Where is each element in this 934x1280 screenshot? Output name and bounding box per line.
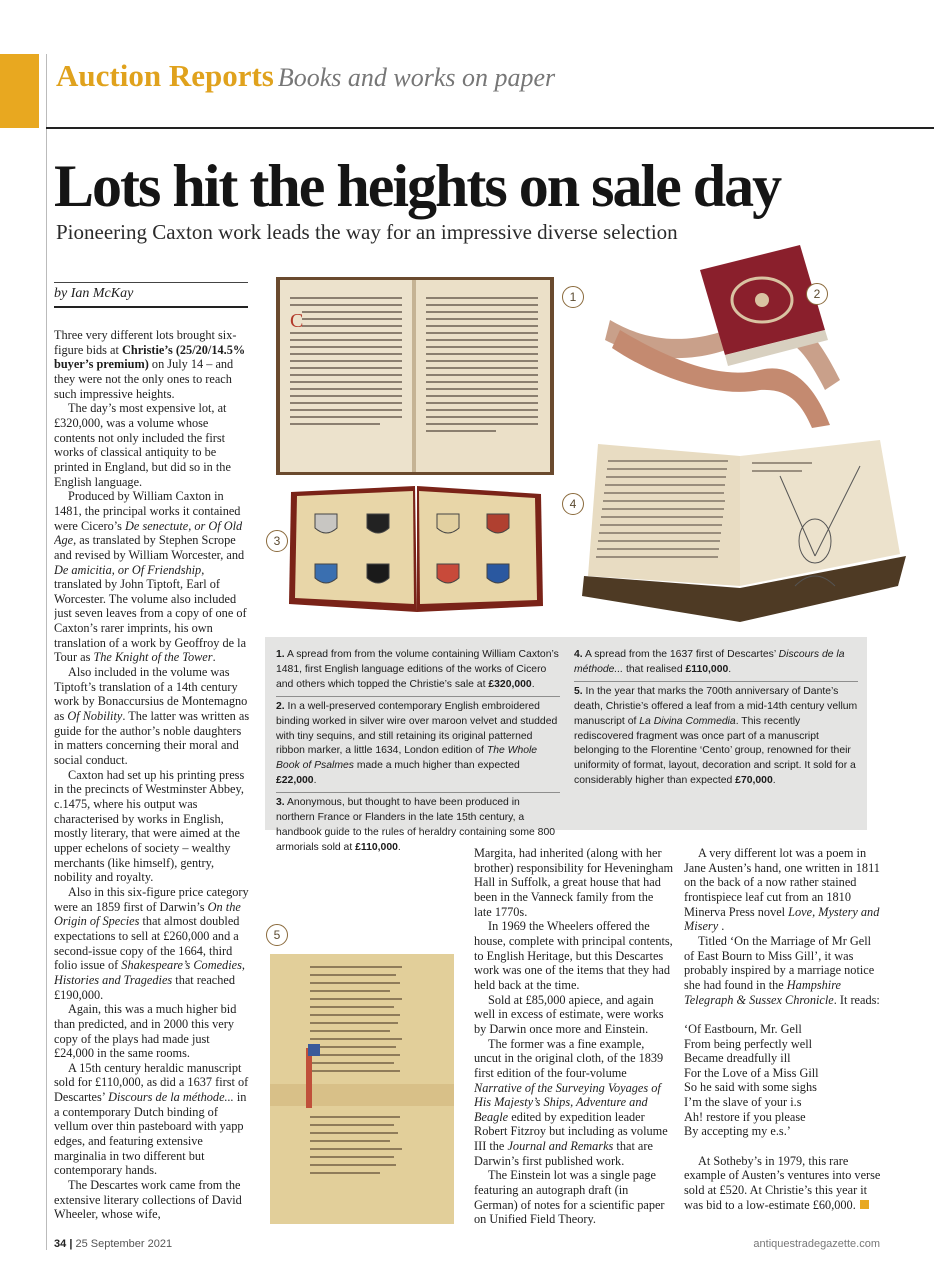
caption-3: 3. Anonymous, but thought to have been produced in northern France or Flanders in the late 15th century, a handbook guide to the rules of heraldry containing some 800 armorials sold at £110,000.	[276, 792, 560, 859]
headline: Lots hit the heights on sale day	[54, 153, 781, 219]
paragraph: Also in this six-figure price category were an 1859 first of Darwin’s On the Origin of Species that almost doubled expectations to sell at £260,000 and a second-issue copy of the 1664, third folio issue of Shakespeare’s Comedies, Histories and Tragedies that reached £190,000.	[54, 884, 249, 1002]
paragraph: Sold at £85,000 apiece, and again well in excess of estimate, were works by Darwin once more and Einstein.	[474, 992, 664, 1036]
page-number: 34	[54, 1238, 67, 1250]
article-column-2	[474, 846, 674, 1234]
poem-line: Became dreadfully ill	[684, 1051, 791, 1066]
caption-column-left	[276, 645, 560, 859]
standfirst: Pioneering Caxton work leads the way for an impressive diverse selection	[56, 220, 678, 244]
paragraph: The former was a fine example, uncut in the original cloth, of the 1839 first edition of the four-volume Narrative of the Surveying Voyages of His Majesty’s Ships, Adventure and Beagle edited by expedition leader Robert Fitzroy but including as volume III the Journal and Remarks that are Darwin’s first published work.	[474, 1036, 668, 1168]
paragraph: Also included in the volume was Tiptoft’s translation of a 14th century work by Bonaccursius de Montemagno as Of Nobility. The latter was written as guide for the author’s noble daughters in matters concerning their moral and social conduct.	[54, 665, 250, 768]
paragraph: At Sotheby’s in 1979, this rare example of Austen’s ventures into verse sold at £520. At Christie’s this year it was bid to a low-estimate £60,000.	[684, 1153, 881, 1212]
caption-5: 5. In the year that marks the 700th anniversary of Dante’s death, Christie’s offered a leaf from a mid-14th century vellum manuscript of La Divina Commedia. This recently rediscovered fragment was once part of a manuscript belonging to the Florentine ‘Cento’ group, renowned for their uniformity of format, layout, decoration and script. It sold for a considerably higher than expected £70,000.	[574, 681, 858, 792]
caption-4: 4. A spread from the 1637 first of Descartes’ Discours de la méthode... that realised £110,000.	[574, 649, 845, 675]
margin-rule	[46, 54, 47, 1250]
byline-rule-top	[54, 282, 248, 283]
paragraph: Titled ‘On the Marriage of Mr Gell of East Bourn to Miss Gill’, it was probably inspired by a marriage notice she had found in the Hampshire Telegraph & Sussex Chronicle. It reads:	[684, 933, 880, 1007]
dante-manuscript-photo	[270, 954, 454, 1224]
article-column-1	[54, 328, 252, 1232]
byline: by Ian McKay	[54, 286, 134, 301]
paragraph: The Descartes work came from the extensive literary collections of David Wheeler, whose wife,	[54, 1178, 242, 1222]
footer-separator: |	[69, 1238, 73, 1250]
descartes-book-photo	[580, 436, 910, 624]
issue-date: 25 September 2021	[75, 1238, 173, 1250]
byline-rule-bottom	[54, 306, 248, 308]
svg-text:C: C	[290, 310, 304, 332]
poem-line: ‘Of Eastbourn, Mr. Gell	[684, 1021, 802, 1036]
poem-line: By accepting my e.s.’	[684, 1124, 791, 1139]
paragraph: The day’s most expensive lot, at £320,000, was a volume whose contents not only included the first works of classical antiquity to be printed in England, but did so in the English language.	[54, 401, 231, 489]
paragraph: Caxton had set up his printing press in the precincts of Westminster Abbey, c.1475, where his output was characterised by works in English, mostly literary, that were aimed at the upper echelons of society – wealthy merchants (like himself), gentry, nobility and royalty.	[54, 767, 245, 885]
article-column-3	[684, 846, 884, 1234]
caxton-book-photo	[276, 277, 554, 475]
footer-page-info	[54, 1238, 172, 1250]
paragraph: In 1969 the Wheelers offered the house, complete with principal contents, to English Heritage, but this Descartes work was one of the items that they had held back at the time.	[474, 919, 673, 992]
callout-5: 5	[266, 924, 288, 946]
footer-website: antiquestradegazette.com	[753, 1238, 880, 1250]
caption-2: 2. In a well-preserved contemporary English embroidered binding worked in silver wire over maroon velvet and studded with tiny sequins, and still retaining its original patterned ribbon marker, a little 1634, London edition of The Whole Book of Psalmes made a much higher than expected £22,000.	[276, 696, 560, 792]
section-color-tab	[0, 54, 39, 128]
paragraph: A very different lot was a poem in Jane Austen’s hand, one written in 1811 on the back of a now rather stained frontispiece leaf cut from an 1810 Minerva Press novel Love, Mystery and Misery .	[684, 846, 880, 934]
section-heading	[56, 58, 555, 94]
poem-line: For the Love of a Miss Gill	[684, 1065, 819, 1080]
poem-line: So he said with some sighs	[684, 1080, 817, 1095]
poem-line: Ah! restore if you please	[684, 1109, 806, 1124]
heraldry-handbook-photo	[287, 484, 545, 618]
poem-line: I’m the slave of your i.s	[684, 1095, 802, 1110]
embroidered-binding-photo	[600, 240, 845, 430]
caption-1: 1. A spread from from the volume containing William Caxton’s 1481, first English language editions of the works of Cicero and others which topped the Christie’s sale at £320,000.	[276, 649, 559, 690]
paragraph: Again, this was a much higher bid than predicted, and in 2000 this very copy of the plays had made just £24,000 in the same rooms.	[54, 1002, 237, 1061]
section-subtitle: Books and works on paper	[277, 63, 556, 92]
caption-column-right	[574, 645, 858, 792]
paragraph: A 15th century heraldic manuscript sold for £110,000, as did a 1637 first of Descartes’ Discours de la méthode... in a contemporary Dutch binding of vellum over thin pasteboard with yapp edges, and featuring extensive marginalia in two different but contemporary hands.	[54, 1060, 249, 1178]
paragraph: Produced by William Caxton in 1481, the principal works it contained were Cicero’s De senectute, or Of Old Age, as translated by Stephen Scrope and revised by William Worcester, and De amicitia, or Of Friendship, translated by John Tiptoft, Earl of Worcester. The volume also included just seven leaves from a copy of one of Caxton’s rarer imprints, his own translation of a work by Geoffroy de la Tour as The Knight of the Tower.	[54, 489, 247, 665]
paragraph: Three very different lots brought six-figure bids at Christie’s (25/20/14.5% buyer’s premium) on July 14 – and they were not the only ones to reach such impressive heights.	[54, 328, 246, 401]
paragraph: The Einstein lot was a single page featuring an autograph draft (in German) of notes for a scientific paper on Unified Field Theory.	[474, 1168, 665, 1227]
section-title: Auction Reports	[56, 58, 274, 93]
poem-line: From being perfectly well	[684, 1036, 813, 1051]
callout-4: 4	[562, 493, 584, 515]
end-mark-icon	[860, 1200, 869, 1209]
callout-2: 2	[806, 283, 828, 305]
paragraph: Margita, had inherited (along with her brother) responsibility for Heveningham Hall in Suffolk, a great house that had been in the Vanneck family from the late 1770s.	[474, 846, 674, 919]
callout-1: 1	[562, 286, 584, 308]
header-rule	[46, 127, 934, 129]
callout-3: 3	[266, 530, 288, 552]
poem	[684, 1022, 884, 1139]
